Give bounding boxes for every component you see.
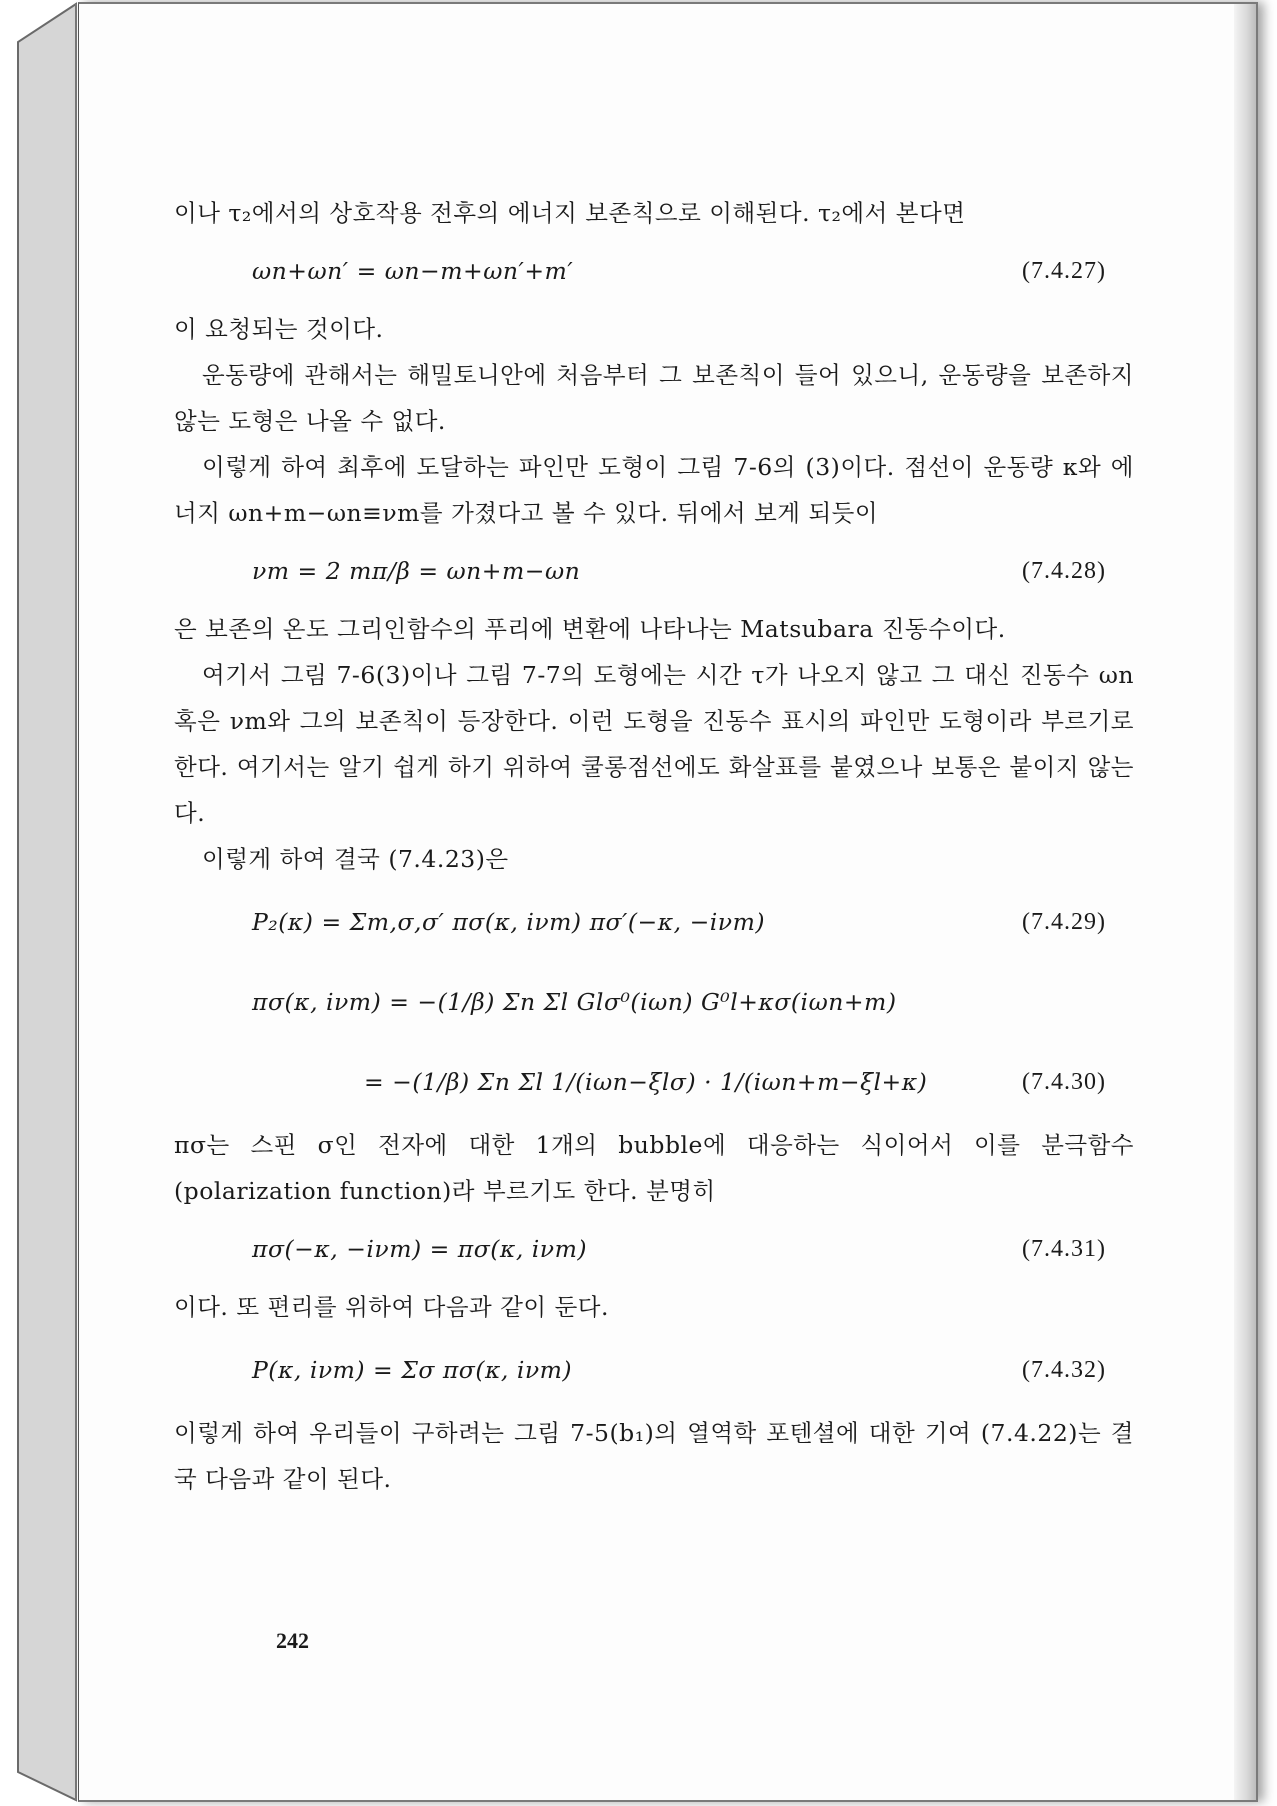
paragraph: 이렇게 하여 최후에 도달하는 파인만 도형이 그림 7-6의 (3)이다. 점선이 운동량 κ와 에너지 ωn+m−ωn≡νm를 가졌다고 볼 수 있다. 뒤에서 보게 되듯이 xyxy=(174,453,1134,527)
equation-7-4-30-line-1 xyxy=(174,962,1134,1042)
equation-7-4-28 xyxy=(174,536,1134,606)
equation-number: (7.4.32) xyxy=(1022,1357,1106,1383)
equation-7-4-32 xyxy=(174,1330,1134,1410)
paragraph: 운동량에 관해서는 해밀토니안에 처음부터 그 보존칙이 들어 있으니, 운동량을 보존하지 않는 도형은 나올 수 없다. xyxy=(174,361,1134,435)
equation-7-4-30-line-2 xyxy=(174,1042,1134,1122)
equation-text: P₂(κ) = Σm,σ,σ′ πσ(κ, iνm) πσ′(−κ, −iνm) xyxy=(252,908,766,936)
equation-number: (7.4.30) xyxy=(1022,1069,1106,1095)
paragraph: 이렇게 하여 결국 (7.4.23)은 xyxy=(202,845,509,873)
equation-7-4-31 xyxy=(174,1214,1134,1284)
equation-number: (7.4.27) xyxy=(1022,258,1106,284)
paragraph: 이나 τ₂에서의 상호작용 전후의 에너지 보존칙으로 이해된다. τ₂에서 본다면 xyxy=(174,199,966,227)
paragraph: 이다. 또 편리를 위하여 다음과 같이 둔다. xyxy=(174,1293,609,1321)
book-side xyxy=(16,2,80,1802)
paragraph: 이 요청되는 것이다. xyxy=(174,315,384,343)
equation-text: πσ(κ, iνm) = −(1/β) Σn Σl Glσ⁰(iωn) G⁰l+κσ(iωn+m) xyxy=(252,988,897,1016)
page-number: 242 xyxy=(276,1628,309,1653)
paragraph: πσ는 스핀 σ인 전자에 대한 1개의 bubble에 대응하는 식이어서 이를 분극함수(polarization function)라 부르기도 한다. 분명히 xyxy=(174,1131,1134,1205)
equation-number: (7.4.29) xyxy=(1022,909,1106,935)
paragraph: 은 보존의 온도 그리인함수의 푸리에 변환에 나타나는 Matsubara 진동수이다. xyxy=(174,615,1006,643)
page-edge-shading xyxy=(1234,4,1256,1800)
equation-text: = −(1/β) Σn Σl 1/(iωn−ξlσ) · 1/(iωn+m−ξl+κ) xyxy=(364,1068,928,1096)
equation-text: πσ(−κ, −iνm) = πσ(κ, iνm) xyxy=(252,1235,588,1263)
equation-7-4-27 xyxy=(174,236,1134,306)
paragraph: 이렇게 하여 우리들이 구하려는 그림 7-5(b₁)의 열역학 포텐셜에 대한 기여 (7.4.22)는 결국 다음과 같이 된다. xyxy=(174,1419,1134,1493)
equation-number: (7.4.28) xyxy=(1022,558,1106,584)
paragraph: 여기서 그림 7-6(3)이나 그림 7-7의 도형에는 시간 τ가 나오지 않고 그 대신 진동수 ωn 혹은 νm와 그의 보존칙이 등장한다. 이런 도형을 진동수 표시의 파인만 도형이라 부르기로 한다. 여기서는 알기 쉽게 하기 위하여 쿨롱점선에도 화살표를 붙였으나 보통은 붙이지 않는다. xyxy=(174,661,1134,827)
page-content xyxy=(174,190,1134,1502)
equation-text: ωn+ωn′ = ωn−m+ωn′+m′ xyxy=(252,257,574,285)
equation-text: P(κ, iνm) = Σσ πσ(κ, iνm) xyxy=(252,1356,573,1384)
equation-number: (7.4.31) xyxy=(1022,1236,1106,1262)
equation-text: νm = 2 mπ/β = ωn+m−ωn xyxy=(252,557,581,585)
equation-7-4-29 xyxy=(174,882,1134,962)
